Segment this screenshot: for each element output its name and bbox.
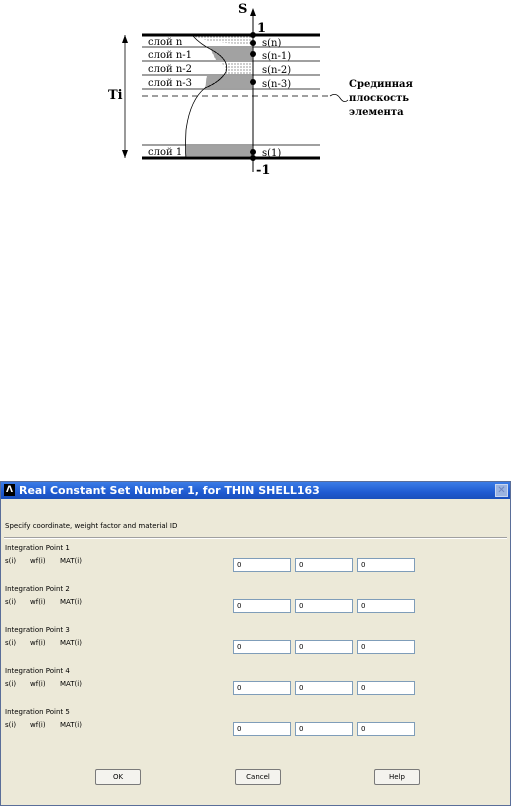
bottom-value-label: -1 xyxy=(256,163,271,178)
top-value-label: 1 xyxy=(257,21,267,36)
thickness-arrow-top xyxy=(122,35,128,43)
point-label: s(n) xyxy=(262,38,282,49)
wf-label: wf(i) xyxy=(30,680,46,688)
s-label: s(i) xyxy=(5,598,17,606)
layer-name-label: слой n-2 xyxy=(148,64,192,75)
s-label: s(i) xyxy=(5,639,17,647)
wf-label: wf(i) xyxy=(30,557,46,565)
mat-label: MAT(i) xyxy=(60,598,82,606)
integration-point-label: Integration Point 1 xyxy=(5,544,70,552)
thickness-label: Ti xyxy=(108,88,123,103)
mat-input[interactable]: 0 xyxy=(357,681,415,695)
mat-label: MAT(i) xyxy=(60,639,82,647)
layer-name-label: слой n-3 xyxy=(148,78,192,89)
stress-fill-layer-n xyxy=(193,36,253,44)
s-input[interactable]: 0 xyxy=(233,640,291,654)
mat-input[interactable]: 0 xyxy=(357,558,415,572)
wf-label: wf(i) xyxy=(30,721,46,729)
wf-input[interactable]: 0 xyxy=(295,599,353,613)
mat-input[interactable]: 0 xyxy=(357,722,415,736)
stress-fill-layer-n3 xyxy=(205,76,253,88)
layered-shell-diagram xyxy=(0,0,513,190)
wf-label: wf(i) xyxy=(30,598,46,606)
ok-button[interactable]: OK xyxy=(95,769,141,785)
mat-label: MAT(i) xyxy=(60,557,82,565)
mid-plane-caption: плоскость xyxy=(349,93,410,104)
layer-name-label: слой n-1 xyxy=(148,50,192,61)
layer-name-label: слой n xyxy=(148,37,183,48)
s-input[interactable]: 0 xyxy=(233,558,291,572)
point-label: s(n-1) xyxy=(262,51,292,62)
wf-input[interactable]: 0 xyxy=(295,681,353,695)
s-input[interactable]: 0 xyxy=(233,681,291,695)
mat-input[interactable]: 0 xyxy=(357,640,415,654)
mid-plane-caption: элемента xyxy=(349,107,404,118)
integration-point-label: Integration Point 4 xyxy=(5,667,70,675)
help-button[interactable]: Help xyxy=(374,769,420,785)
instruction-text: Specify coordinate, weight factor and material ID xyxy=(5,522,178,530)
mat-label: MAT(i) xyxy=(60,680,82,688)
cancel-button[interactable]: Cancel xyxy=(235,769,281,785)
integration-point-label: Integration Point 2 xyxy=(5,585,70,593)
real-constant-dialog xyxy=(0,481,511,806)
point-label: s(1) xyxy=(262,148,282,159)
mat-input[interactable]: 0 xyxy=(357,599,415,613)
ansys-logo-icon: Λ xyxy=(4,484,15,496)
close-icon[interactable]: ✕ xyxy=(495,484,508,497)
axis-label: S xyxy=(238,2,248,17)
wf-input[interactable]: 0 xyxy=(295,722,353,736)
stress-fill-layer-1 xyxy=(186,146,253,158)
dialog-title: Real Constant Set Number 1, for THIN SHELL163 xyxy=(19,484,320,497)
wf-input[interactable]: 0 xyxy=(295,640,353,654)
s-label: s(i) xyxy=(5,721,17,729)
separator xyxy=(4,537,507,539)
integration-point-label: Integration Point 5 xyxy=(5,708,70,716)
thickness-arrow-bottom xyxy=(122,150,128,158)
point-label: s(n-2) xyxy=(262,65,292,76)
mat-label: MAT(i) xyxy=(60,721,82,729)
integration-point-label: Integration Point 3 xyxy=(5,626,70,634)
stress-fill-layer-n1 xyxy=(210,48,253,60)
mid-plane-caption: Срединная xyxy=(349,79,413,90)
mid-plane-leader xyxy=(330,94,348,101)
wf-input[interactable]: 0 xyxy=(295,558,353,572)
point-label: s(n-3) xyxy=(262,79,292,90)
dialog-titlebar[interactable] xyxy=(1,482,510,499)
s-axis-arrow xyxy=(250,8,256,16)
s-label: s(i) xyxy=(5,680,17,688)
s-input[interactable]: 0 xyxy=(233,722,291,736)
s-input[interactable]: 0 xyxy=(233,599,291,613)
wf-label: wf(i) xyxy=(30,639,46,647)
layer-name-label: слой 1 xyxy=(148,147,183,158)
s-label: s(i) xyxy=(5,557,17,565)
